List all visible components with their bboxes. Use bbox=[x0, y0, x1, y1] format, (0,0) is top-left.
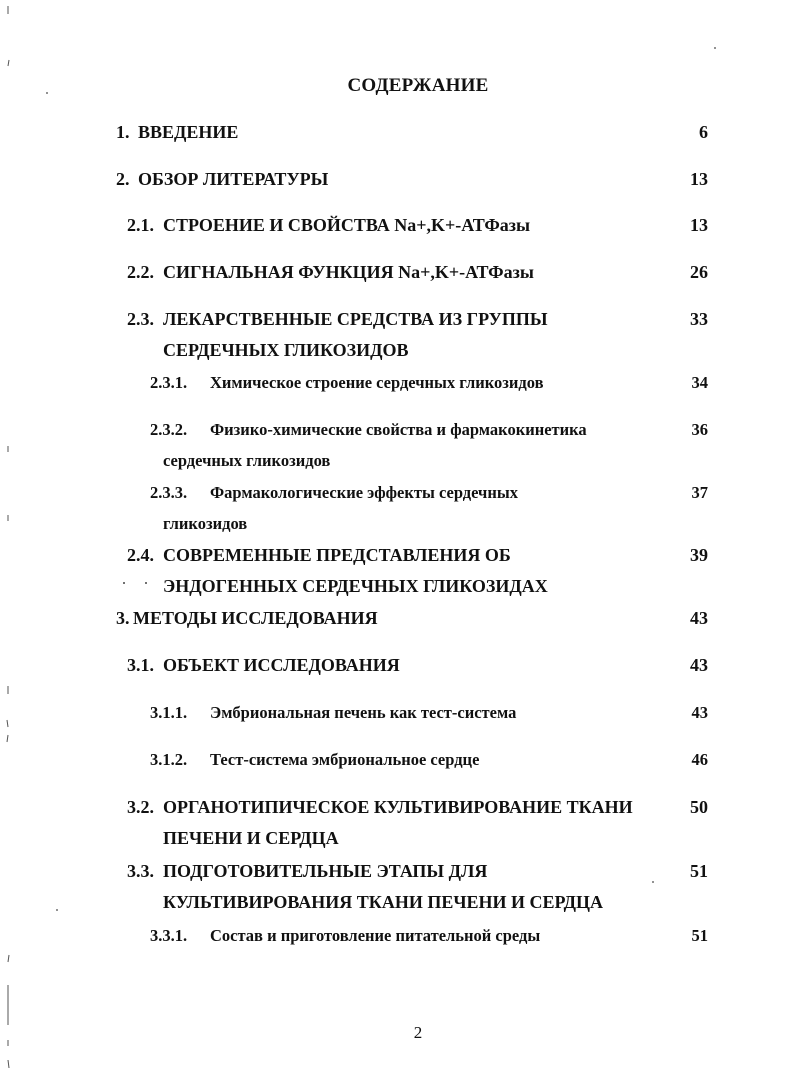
toc-entry-title: ВВЕДЕНИЕ bbox=[138, 122, 239, 142]
toc-entry-title: ЛЕКАРСТВЕННЫЕ СРЕДСТВА ИЗ ГРУППЫ bbox=[163, 309, 548, 329]
toc-entry-number: 2.2. bbox=[127, 262, 154, 282]
toc-entry-title: Фармакологические эффекты сердечных bbox=[210, 483, 518, 502]
toc-entry-title: Состав и приготовление питательной среды bbox=[210, 926, 541, 945]
toc-entry-title: ОБЗОР ЛИТЕРАТУРЫ bbox=[138, 169, 329, 189]
toc-entry-title: МЕТОДЫ ИССЛЕДОВАНИЯ bbox=[133, 608, 378, 628]
toc-entry-title: СОВРЕМЕННЫЕ ПРЕДСТАВЛЕНИЯ ОБ bbox=[163, 545, 511, 565]
toc-entry-number: 2. bbox=[116, 169, 130, 189]
toc-entry-title: Химическое строение сердечных гликозидов bbox=[210, 373, 544, 392]
toc-entry-page: 50 bbox=[690, 797, 708, 817]
toc-entry-page: 39 bbox=[690, 545, 708, 565]
toc-entry-page: 46 bbox=[691, 750, 708, 769]
toc-entry-title: ПОДГОТОВИТЕЛЬНЫЕ ЭТАПЫ ДЛЯ bbox=[163, 861, 488, 881]
toc-entry-title-continued: гликозидов bbox=[163, 514, 248, 533]
toc-entry-title: Эмбриональная печень как тест-система bbox=[210, 703, 517, 722]
toc-entry-page: 37 bbox=[691, 483, 708, 502]
toc-entry-page: 43 bbox=[691, 703, 708, 722]
toc-entry-number: 2.3.2. bbox=[150, 420, 188, 439]
toc-entry-page: 6 bbox=[699, 122, 708, 142]
toc-entry-title-continued: ЭНДОГЕННЫХ СЕРДЕЧНЫХ ГЛИКОЗИДАХ bbox=[163, 576, 548, 596]
toc-entry-title: Тест-система эмбриональное сердце bbox=[210, 750, 480, 769]
toc-entry-number: 3.1.1. bbox=[150, 703, 188, 722]
toc-entry-title-continued: ПЕЧЕНИ И СЕРДЦА bbox=[163, 828, 339, 848]
toc-entry-number: 2.1. bbox=[127, 215, 154, 235]
toc-entry-number: 3.1. bbox=[127, 655, 154, 675]
toc-entry-title: СТРОЕНИЕ И СВОЙСТВА Na+,K+-АТФазы bbox=[163, 215, 531, 235]
toc-entry-title: СИГНАЛЬНАЯ ФУНКЦИЯ Na+,K+-АТФазы bbox=[163, 262, 534, 282]
toc-entry-page: 43 bbox=[690, 608, 708, 628]
toc-entry-number: 3.3.1. bbox=[150, 926, 188, 945]
toc-entry-number: 2.4. bbox=[127, 545, 154, 565]
toc-entry-page: 51 bbox=[690, 861, 708, 881]
toc-entry-page: 36 bbox=[691, 420, 708, 439]
toc-entry-number: 3.1.2. bbox=[150, 750, 188, 769]
toc-entry-number: 1. bbox=[116, 122, 130, 142]
toc-entry-title: Физико-химические свойства и фармакокинетика bbox=[210, 420, 587, 439]
toc-entry-number: 2.3.1. bbox=[150, 373, 188, 392]
toc-entry-title-continued: СЕРДЕЧНЫХ ГЛИКОЗИДОВ bbox=[163, 340, 409, 360]
toc-entry-page: 34 bbox=[691, 373, 708, 392]
toc-entry-number: 2.3. bbox=[127, 309, 154, 329]
page-title: СОДЕРЖАНИЕ bbox=[347, 75, 489, 96]
toc-entry-title: ОРГАНОТИПИЧЕСКОЕ КУЛЬТИВИРОВАНИЕ ТКАНИ bbox=[163, 797, 633, 817]
toc-entry-page: 13 bbox=[690, 169, 708, 189]
toc-entry-page: 26 bbox=[690, 262, 708, 282]
toc-entry-page: 13 bbox=[690, 215, 708, 235]
toc-entry-page: 43 bbox=[690, 655, 708, 675]
toc-entry-page: 33 bbox=[690, 309, 708, 329]
toc-entry-title: ОБЪЕКТ ИССЛЕДОВАНИЯ bbox=[163, 655, 400, 675]
toc-entry-number: 3. bbox=[116, 608, 130, 628]
toc-entry-number: 3.3. bbox=[127, 861, 154, 881]
toc-entry-title-continued: сердечных гликозидов bbox=[163, 451, 331, 470]
toc-entry-title-continued: КУЛЬТИВИРОВАНИЯ ТКАНИ ПЕЧЕНИ И СЕРДЦА bbox=[163, 892, 604, 912]
page-number: 2 bbox=[413, 1023, 423, 1042]
toc-entry-page: 51 bbox=[691, 926, 708, 945]
toc-entry-number: 2.3.3. bbox=[150, 483, 188, 502]
toc-entry-number: 3.2. bbox=[127, 797, 154, 817]
